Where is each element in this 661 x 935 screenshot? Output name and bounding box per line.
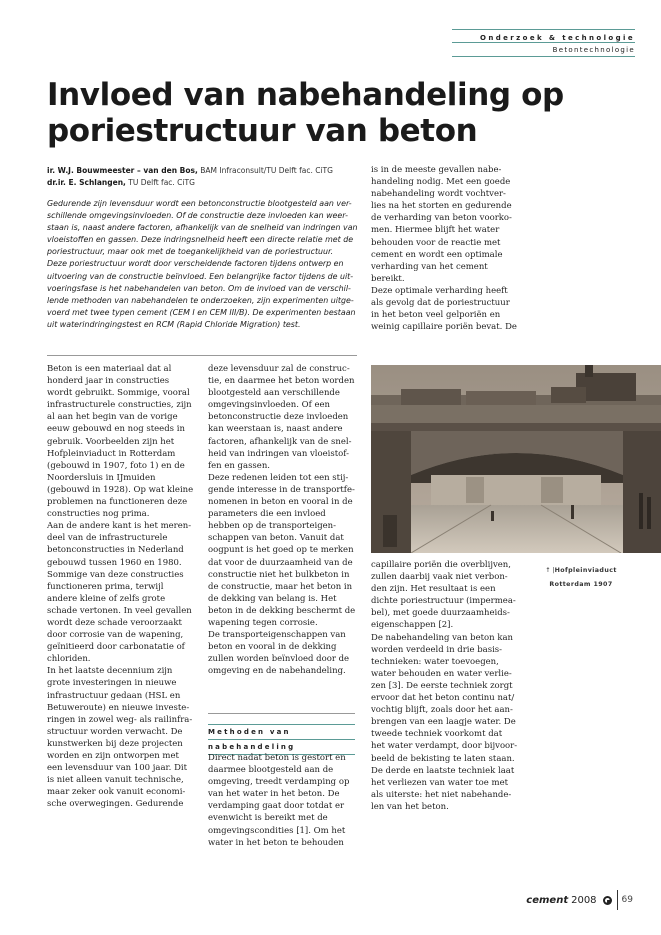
caption-title: Hofpleinviaduct	[554, 567, 617, 574]
text-line: al aan het begin van de vorige	[47, 412, 178, 423]
text-line: blootgesteld aan verschillende	[208, 388, 340, 399]
text-line: men. Hiermee blijft het water	[371, 225, 500, 236]
magazine-year: 2008	[571, 894, 597, 906]
text-line: wapening tegen corrosie.	[208, 617, 318, 628]
text-line: deel van de infrastructurele	[47, 533, 168, 544]
caption-place: Rotterdam 1907	[549, 581, 613, 588]
text-line: bel), met goede duurzaamheids-	[371, 608, 510, 619]
text-line: technieken: water toevoegen,	[371, 656, 499, 667]
text-line: maar zeker ook vanuit economi-	[47, 787, 186, 798]
title-line: Invloed van nabehandeling op	[47, 77, 564, 113]
text-line: gebouwd tussen 1960 en 1980.	[47, 557, 182, 568]
text-line: uitvoering van de constructie beïnvloed. Een belangrijke factor tijdens de uit-	[47, 271, 354, 281]
text-line: handeling nodig. Met een goede	[371, 177, 511, 188]
text-line: als gevolg dat de poriestructuur	[371, 298, 510, 309]
text-line: staan is, naast andere factoren, afhankelijk van de snelheid van indringen van	[47, 223, 358, 233]
text-line: factoren, afhankelijk van de snel-	[208, 436, 352, 447]
text-line: eigenschappen [2].	[371, 620, 454, 631]
text-line: De transporteigenschappen van	[208, 630, 346, 641]
text-line: Noordersluis in IJmuiden	[47, 472, 156, 483]
author-affiliation: BAM Infraconsult/TU Delft fac. CiTG	[200, 166, 333, 175]
article-lead	[47, 198, 357, 331]
column-divider	[208, 713, 355, 714]
text-line: Sommige van deze constructies	[47, 569, 184, 580]
text-line: kan weerstaan is, naast andere	[208, 424, 343, 435]
text-line: infrastructurele constructies, zijn	[47, 400, 192, 411]
text-line: daarmee blootgesteld aan de	[208, 765, 334, 776]
text-line: len van het beton.	[371, 801, 449, 812]
text-line: sche overwegingen. Gedurende	[47, 799, 184, 810]
text-line: schillende omgevingsinvloeden. Of de constructie deze invloeden kan weer-	[47, 211, 348, 221]
text-line: Direct nadat beton is gestort en	[208, 753, 346, 763]
text-line: de verharding van beton voorko-	[371, 213, 512, 224]
text-line: dat voor de duurzaamheid van de	[208, 557, 353, 568]
text-line: wordt deze schade veroorzaakt	[47, 617, 182, 628]
text-line: van het water in het beton. De	[208, 789, 340, 800]
text-line: eeuw gebouwd en nog steeds in	[47, 424, 185, 435]
text-line: cement en wordt een optimale	[371, 249, 503, 260]
text-line: verdamping gaat door totdat er	[208, 801, 345, 812]
body-column-1	[47, 363, 197, 810]
text-line: zullen daarbij vaak niet verbon-	[371, 572, 508, 583]
text-line: ringen in zowel weg- als railinfra-	[47, 714, 193, 725]
caption-line	[526, 564, 636, 578]
text-line: Betuweroute) en nieuwe investe-	[47, 702, 190, 713]
text-line: Hofpleinviaduct in Rotterdam	[47, 448, 176, 459]
author-name: ir. W.J. Bouwmeester – van den Bos,	[47, 166, 198, 175]
magazine-name: cement	[526, 894, 569, 906]
text-line: functioneren prima, terwijl	[47, 581, 164, 592]
text-line: weinig capillaire poriën bevat. De	[371, 322, 517, 333]
text-line: (gebouwd in 1928). Op wat kleine	[47, 484, 194, 495]
text-line: schade vertonen. In veel gevallen	[47, 605, 192, 616]
text-line: beton en vooral in de dekking	[208, 642, 337, 653]
text-line: lende methoden van nabehandelen te onderzoeken, zijn experimenten uitge-	[47, 295, 354, 305]
issue-number-badge	[603, 896, 612, 905]
text-line: grote investeringen in nieuwe	[47, 678, 177, 689]
text-line: voeringsfase is het nabehandelen van beton. Om de invloed van de verschil-	[47, 283, 351, 293]
text-line: vloeistoffen en gassen. Deze indringsnelheid heeft een directe relatie met de	[47, 235, 354, 245]
text-line: Deze optimale verharding heeft	[371, 285, 508, 296]
lead-divider	[47, 355, 357, 356]
text-line: zen [3]. De eerste techniek zorgt	[371, 680, 513, 691]
text-line: voerd met twee typen cement (CEM I en CEM III/B). De experimenten bestaan	[47, 307, 356, 317]
text-line: Aan de andere kant is het meren-	[47, 521, 192, 532]
text-line: omgevingscondities [1]. Om het	[208, 825, 346, 836]
text-line: De derde en laatste techniek laat	[371, 765, 515, 776]
author-name: dr.ir. E. Schlangen,	[47, 178, 126, 187]
text-line: zullen worden beïnvloed door de	[208, 654, 350, 665]
text-line: geïnitieerd door carbonatatie of	[47, 642, 185, 653]
text-line: het water verdampt, door bijvoor-	[371, 741, 518, 752]
text-line: kunstwerken bij deze projecten	[47, 738, 183, 749]
header-bottom-rule	[452, 56, 635, 57]
text-line: Beton is een materiaal dat al	[47, 364, 172, 374]
body-column-3	[371, 164, 521, 333]
text-line: evenwicht is bereikt met de	[208, 813, 328, 824]
text-line: schappen van beton. Vanuit dat	[208, 533, 344, 544]
text-line: gende interesse in de transportfe-	[208, 484, 355, 495]
text-line: lies na het storten en gedurende	[371, 201, 512, 212]
author-block	[47, 165, 333, 189]
text-line: infrastructuur gedaan (HSL en	[47, 690, 181, 701]
text-line: worden verdeeld in drie basis-	[371, 644, 503, 655]
title-line: poriestructuur van beton	[47, 113, 478, 149]
text-line: dichte poriestructuur (impermea-	[371, 596, 516, 607]
text-line: is in de meeste gevallen nabe-	[371, 165, 502, 175]
text-line: constructie niet het bulkbeton in	[208, 569, 350, 580]
text-line: betonconstructie deze invloeden	[208, 412, 349, 423]
photo-caption	[526, 564, 636, 592]
text-line: constructies nog prima.	[47, 509, 150, 520]
text-line: door corrosie van de wapening,	[47, 630, 184, 641]
text-line: fen en gassen.	[208, 460, 270, 471]
header-top-rule	[452, 29, 635, 30]
text-line: heid van indringen van vloeistof-	[208, 448, 349, 459]
text-line: beeld de bekisting te laten staan.	[371, 753, 515, 764]
caption-line	[526, 578, 636, 592]
text-line: ervoor dat het beton continu nat/	[371, 693, 515, 704]
hofplein-viaduct-photo	[371, 365, 661, 553]
issue-number	[603, 896, 612, 905]
text-line: is niet alleen vanuit technische,	[47, 775, 184, 786]
text-line: poriestructuur, maar ook met de toegankelijkheid van de poriestructuur.	[47, 247, 334, 257]
text-line: nabehandeling wordt vochtver-	[371, 189, 506, 200]
text-line: als uiterste: het niet nabehande-	[371, 789, 512, 800]
text-line: het verliezen van water toe met	[371, 777, 509, 788]
text-line: water behouden en water verlie-	[371, 668, 512, 679]
text-line: deze levensduur zal de construc-	[208, 364, 350, 374]
body-column-3-continued	[371, 559, 521, 813]
text-line: Gedurende zijn levensduur wordt een betonconstructie blootgesteld aan ver-	[47, 199, 352, 208]
text-line: In het laatste decennium zijn	[47, 666, 173, 677]
text-line: vochtig blijft, zoals door het aan-	[371, 705, 513, 716]
author-affiliation: TU Delft fac. CiTG	[128, 178, 195, 187]
text-line: behouden voor de reactie met	[371, 237, 501, 248]
text-line: tweede techniek voorkomt dat	[371, 729, 503, 740]
header-middle-rule	[452, 42, 635, 43]
text-line: worden en zijn ontworpen met	[47, 751, 179, 761]
section-heading	[208, 724, 355, 755]
author-line	[47, 177, 333, 189]
text-line: een levensduur van 100 jaar. Dit	[47, 763, 188, 774]
author-line	[47, 165, 333, 177]
text-line: verharding van het cement	[371, 261, 488, 272]
text-line: gebruik. Voorbeelden zijn het	[47, 436, 175, 447]
section-heading-line: nabehandeling	[208, 739, 355, 755]
text-line: bereikt.	[371, 273, 405, 284]
body-column-2-continued	[208, 752, 358, 849]
text-line: betonconstructies in Nederland	[47, 545, 184, 556]
text-line: Deze redenen leiden tot een stij-	[208, 472, 349, 483]
photo-illustration	[371, 365, 661, 553]
text-line: beton in de dekking beschermt de	[208, 605, 356, 616]
text-line: omgeving, treedt verdamping op	[208, 777, 350, 788]
text-line: andere kleine of zelfs grote	[47, 593, 166, 604]
text-line: (gebouwd in 1907, foto 1) en de	[47, 460, 185, 471]
text-line: tie, en daarmee het beton worden	[208, 376, 355, 387]
text-line: wordt gebruikt. Sommige, vooral	[47, 388, 190, 399]
text-line: capillaire poriën die overblijven,	[371, 560, 511, 570]
text-line: structuur worden verwacht. De	[47, 726, 183, 737]
text-line: de dekking van belang is. Het	[208, 593, 337, 604]
page-footer	[526, 890, 633, 910]
text-line: De nabehandeling van beton kan	[371, 632, 514, 643]
text-line: nomenen in beton en vooral in de	[208, 497, 353, 508]
subsection-label: Betontechnologie	[552, 46, 635, 54]
footer-divider	[617, 890, 618, 910]
text-line: honderd jaar in constructies	[47, 376, 170, 387]
text-line: uit waterindringingstest en RCM (Rapid Chloride Migration) test.	[47, 319, 301, 329]
text-line: den zijn. Het resultaat is een	[371, 584, 496, 595]
text-line: Deze poriestructuur wordt door verscheidende factoren tijdens ontwerp en	[47, 259, 344, 269]
section-heading-line: Methoden van	[208, 724, 355, 739]
text-line: de constructie, maar het beton in	[208, 581, 353, 592]
text-line: problemen na functioneren deze	[47, 497, 188, 508]
section-label: Onderzoek & technologie	[480, 34, 635, 42]
body-column-2	[208, 363, 358, 677]
text-line: water in het beton te behouden	[208, 837, 344, 848]
article-title	[47, 77, 567, 149]
text-line: omgevingsinvloeden. Of een	[208, 400, 331, 411]
text-line: chloriden.	[47, 654, 91, 665]
text-line: in het beton veel gelporiën en	[371, 310, 501, 321]
text-line: omgeving en de nabehandeling.	[208, 666, 346, 677]
text-line: oogpunt is het goed op te merken	[208, 545, 354, 556]
text-line: brengen van een laagje water. De	[371, 717, 516, 728]
text-line: parameters die een invloed	[208, 509, 326, 520]
text-line: hebben op de transporteigen-	[208, 521, 337, 532]
page-number: 69	[621, 895, 633, 905]
caption-arrow-icon: ↑ |	[545, 567, 555, 574]
